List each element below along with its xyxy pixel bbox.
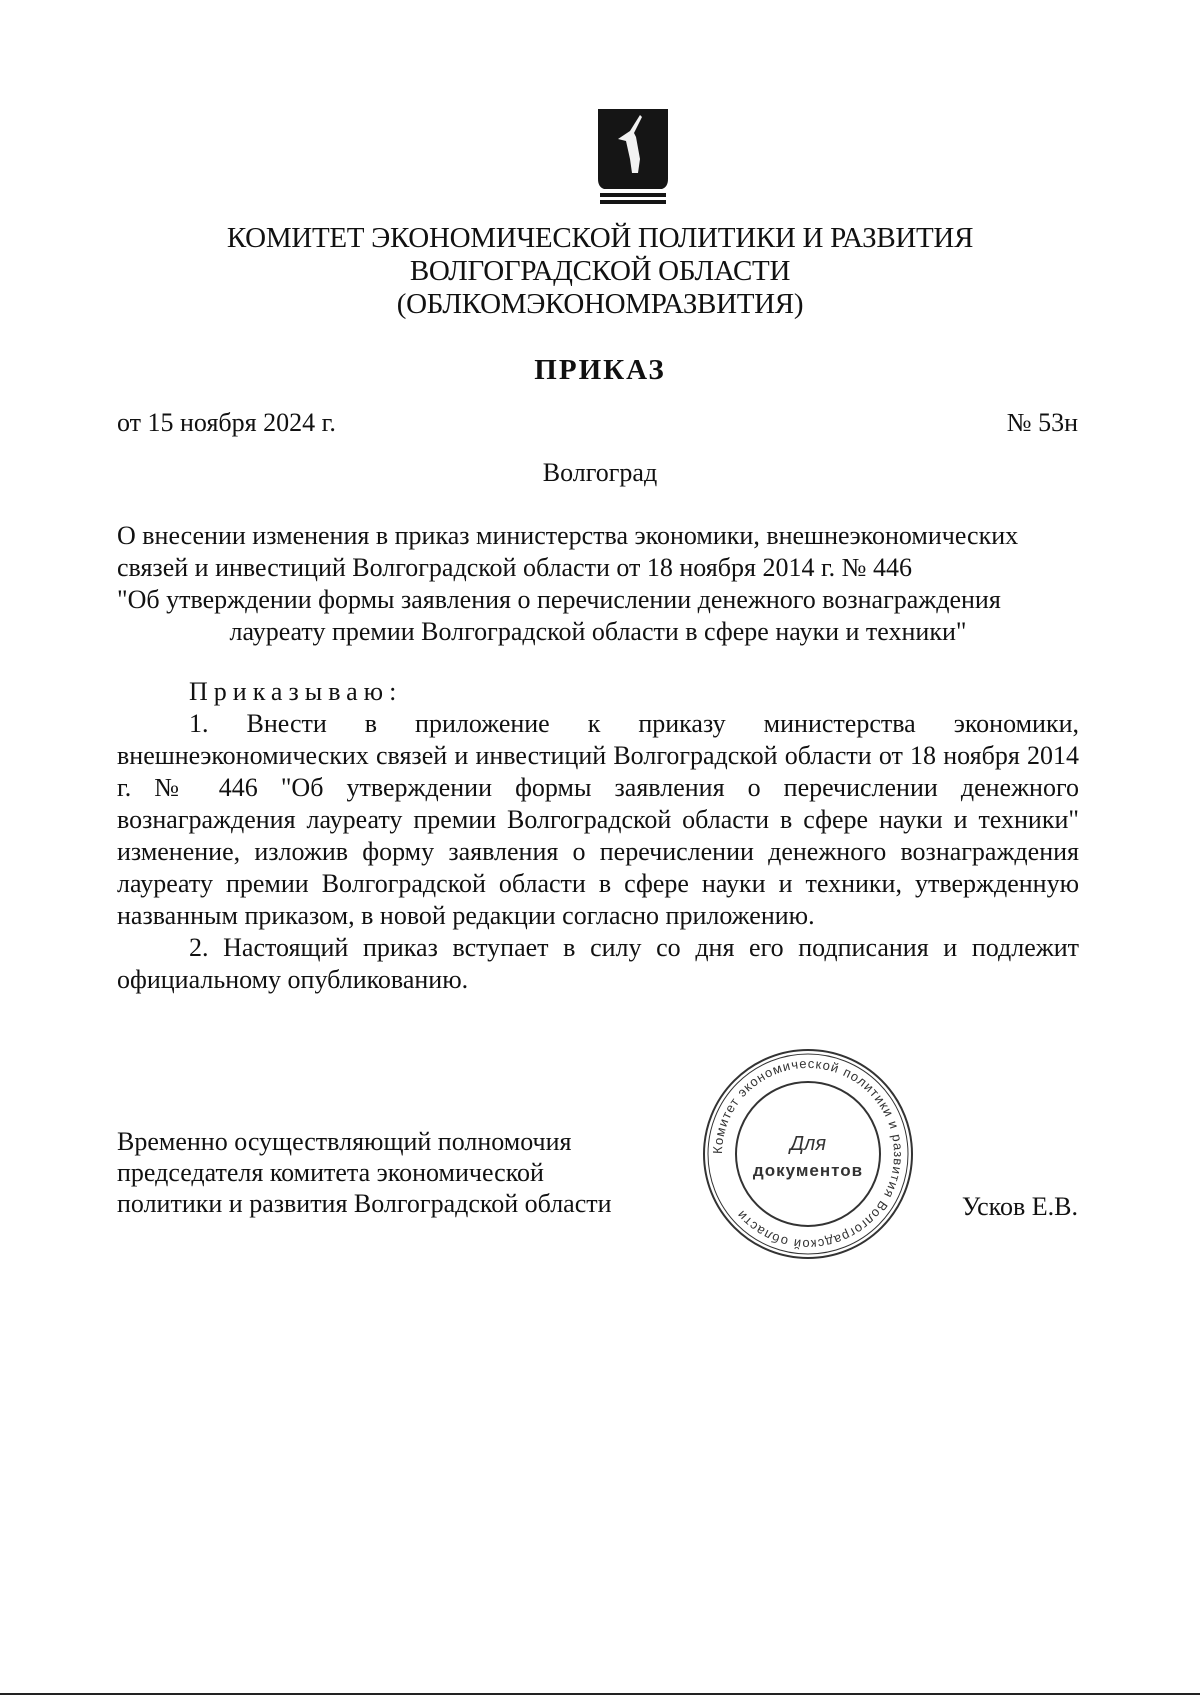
signatory-name: Усков Е.В.: [961, 1192, 1078, 1221]
document-title: ПРИКАЗ: [534, 354, 666, 386]
org-line-2: ВОЛГОГРАДСКОЙ ОБЛАСТИ: [409, 255, 791, 287]
page-bottom-border: [0, 1693, 1200, 1695]
official-stamp: [700, 1046, 916, 1262]
paragraph-2: 2. Настоящий приказ вступает в силу со дня его подписания и подлежит официальному опубликованию.: [117, 933, 1079, 994]
organization-name: [0, 222, 1200, 321]
position-line-3: политики и развития Волгоградской области: [117, 1189, 612, 1218]
coat-of-arms-icon: [596, 107, 670, 207]
stamp-center-line-2: документов: [752, 1161, 864, 1180]
order-directive: Приказываю:: [189, 677, 403, 706]
order-number: № 53н: [1006, 408, 1078, 437]
stamp-center-line-1: Для: [789, 1133, 827, 1155]
signatory-position: [117, 1126, 612, 1219]
subject-line-2: связей и инвестиций Волгоградской области от 18 ноября 2014 г. № 446: [117, 553, 912, 582]
org-line-1: КОМИТЕТ ЭКОНОМИЧЕСКОЙ ПОЛИТИКИ И РАЗВИТИЯ: [226, 222, 974, 254]
stamp-ring-text: Комитет экономической политики и развития Волгоградской области: [709, 1055, 907, 1253]
paragraph-1: 1. Внести в приложение к приказу министерства экономики, внешнеэкономических связей и инвестиций Волгоградской области от 18 ноября 2014 г. № 446 "Об утверждении формы заявления о перечислении денежного вознаграждения лауреату премии Волгоградской области в сфере науки и техники" изменение, изложив форму заявления о перечислении денежного вознаграждения лауреату премии Волгоградской области в сфере науки и техники, утвержденную названным приказом, в новой редакции согласно приложению.: [117, 709, 1079, 930]
subject-line-3: "Об утверждении формы заявления о перечислении денежного вознаграждения: [117, 585, 1001, 614]
order-subject: [117, 520, 1079, 648]
org-line-3: (ОБЛКОМЭКОНОМРАЗВИТИЯ): [396, 288, 804, 320]
order-date: от 15 ноября 2024 г.: [117, 408, 336, 437]
city-name: Волгоград: [542, 458, 658, 487]
subject-line-1: О внесении изменения в приказ министерства экономики, внешнеэкономических: [117, 521, 1019, 550]
order-body: [117, 676, 1079, 996]
subject-line-4: лауреату премии Волгоградской области в сфере науки и техники": [229, 617, 967, 646]
position-line-1: Временно осуществляющий полномочия: [117, 1127, 572, 1156]
position-line-2: председателя комитета экономической: [117, 1158, 544, 1187]
